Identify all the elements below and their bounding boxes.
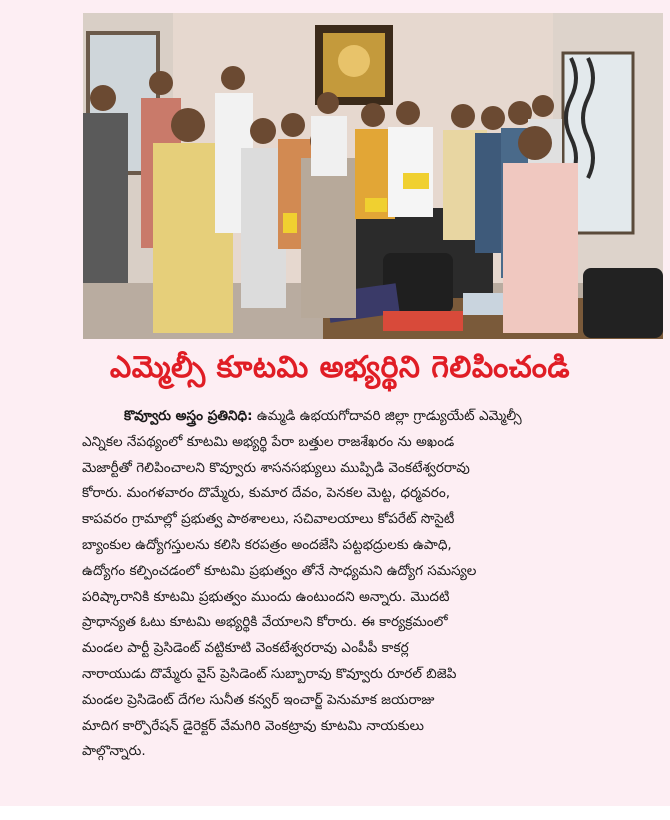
article-line: కాపవరం గ్రామాల్లో ప్రభుత్వ పాఠశాలలు, సచివాలయాలు కోపరేట్ సొసైటీ <box>82 511 455 528</box>
article-line: మండల పార్టీ ప్రెసిడెంట్ వట్టికూటి వెంకటేశ్వరరావు ఎంపీపీ కాకర్ల <box>82 640 409 657</box>
headline: ఎమ్మెల్సీ కూటమి అభ్యర్థిని గెలిపించండి <box>109 350 571 385</box>
photo-illustration <box>83 13 663 339</box>
article-line-text: ఉమ్మడి ఉభయగోదావరి జిల్లా గ్రాడ్యుయేట్ ఎమ్మెల్సీ <box>256 408 522 424</box>
byline: కొవ్వూరు అస్త్రం ప్రతినిధి: <box>124 408 253 424</box>
article-line: పరిష్కారానికి కూటమి ప్రభుత్వం ముందు ఉంటుందని అన్నారు. మొదటి <box>82 588 450 605</box>
article-line: పాల్గొన్నారు. <box>82 743 146 760</box>
news-photo <box>83 13 663 339</box>
article-line: ఎన్నికల నేపథ్యంలో కూటమి అభ్యర్థి పేరా బత్తుల రాజశేఖరం ను అఖండ <box>82 433 455 450</box>
article-body <box>82 404 662 765</box>
article-line: ఉద్యోగం కల్పించడంలో కూటమి ప్రభుత్వం తోనే సాధ్యమని ఉద్యోగ సమస్యల <box>82 562 477 579</box>
article-line: మాదిగ కార్పొరేషన్ డైరెక్టర్ వేమగిరి వెంకట్రావు కూటమి నాయకులు <box>82 717 424 734</box>
article-line: ప్రాధాన్యత ఓటు కూటమి అభ్యర్థికి వేయాలని కోరారు. ఈ కార్యక్రమంలో <box>82 614 448 631</box>
article-line: కోరారు. మంగళవారం దొమ్మేరు, కుమార దేవం, పెనకల మెట్ట, ధర్మవరం, <box>82 485 451 502</box>
page-bottom-edge <box>0 806 670 820</box>
article-line: మెజార్టీతో గెలిపించాలని కొవ్వూరు శాసనసభ్యులు ముప్పిడి వెంకటేశ్వరరావు <box>82 459 470 476</box>
article-line: బ్యాంకుల ఉద్యోగస్తులను కలిసి కరపత్రం అందజేసి పట్టభద్రులకు ఉపాధి, <box>82 536 452 553</box>
article-line: మండల ప్రెసిడెంట్ దేగల సునీత కన్వర్ ఇంచార్జ్ పెనుమాక జయరాజు <box>82 691 435 708</box>
article-line: నారాయుడు దొమ్మేరు వైస్ ప్రెసిడెంట్ సుబ్బారావు కొవ్వూరు రూరల్ బిజెపి <box>82 665 457 682</box>
article-line <box>82 404 662 430</box>
